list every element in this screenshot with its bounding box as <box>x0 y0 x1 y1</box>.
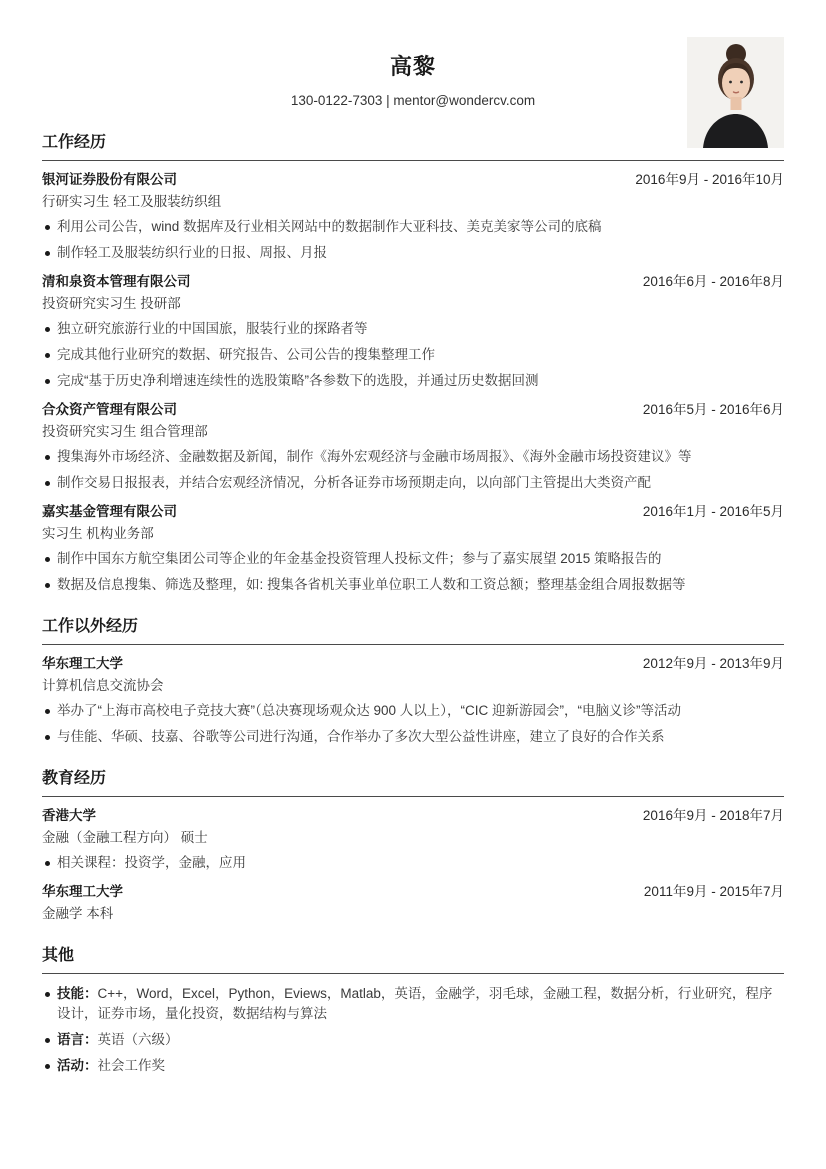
bullet-item: 利用公司公告，wind 数据库及行业相关网站中的数据制作大亚科技、美克美家等公司的底稿 <box>57 217 784 237</box>
item-text: 英语（六级） <box>97 1032 179 1047</box>
school-name: 香港大学 <box>42 808 96 823</box>
bullet-item: 搜集海外市场经济、金融数据及新闻，制作《海外宏观经济与金融市场周报》、《海外金融市场投资建议》等 <box>57 447 784 467</box>
bullet-list <box>42 217 784 263</box>
item-label: 技能： <box>57 986 98 1001</box>
role-line: 计算机信息交流协会 <box>42 678 164 693</box>
entry-header <box>42 170 784 190</box>
degree-line: 金融学 本科 <box>42 906 114 921</box>
extra-entry <box>42 654 784 747</box>
bullet-item: 完成“基于历史净利增速连续性的选股策略”各参数下的选股，并通过历史数据回测 <box>57 371 784 391</box>
entry-header <box>42 806 784 826</box>
bullet-list <box>42 984 784 1076</box>
section-education <box>42 769 784 924</box>
work-entry <box>42 502 784 595</box>
bullet-item: 独立研究旅游行业的中国国旅，服装行业的探路者等 <box>57 319 784 339</box>
company-name: 银河证券股份有限公司 <box>42 172 177 187</box>
resume-header <box>42 0 784 111</box>
item-label: 语言： <box>57 1032 98 1047</box>
date-range: 2011年9月 - 2015年7月 <box>643 884 784 899</box>
bullet-item: 举办了“上海市高校电子竞技大赛”（总决赛现场观众达 900 人以上），“CIC 迎新游园会”，“电脑义诊”等活动 <box>57 701 784 721</box>
entry-header <box>42 502 784 522</box>
date-range: 2016年1月 - 2016年5月 <box>642 504 784 519</box>
section-title: 工作经历 <box>42 133 784 161</box>
work-entry <box>42 272 784 391</box>
entry-header <box>42 654 784 674</box>
profile-photo <box>687 37 784 148</box>
candidate-name: 高黎 <box>389 54 436 79</box>
education-entry <box>42 882 784 924</box>
bullet-item: 制作交易日报报表，并结合宏观经济情况，分析各证券市场预期走向，以向部门主管提出大类资产配 <box>57 473 784 493</box>
work-entry <box>42 170 784 263</box>
item-text: C++，Word，Excel，Python，Eviews，Matlab，英语，金融学，羽毛球，金融工程，数据分析，行业研究，程序设计，证券市场，量化投资，数据结构与算法 <box>57 986 773 1021</box>
education-entry <box>42 806 784 873</box>
bullet-list <box>42 447 784 493</box>
role-line: 实习生 机构业务部 <box>42 526 154 541</box>
date-range: 2016年9月 - 2016年10月 <box>635 172 784 187</box>
activity-item <box>57 1056 784 1076</box>
role-line: 行研实习生 轻工及服装纺织组 <box>42 194 222 209</box>
item-label: 活动： <box>57 1058 98 1073</box>
role-line: 投资研究实习生 投研部 <box>42 296 181 311</box>
language-item <box>57 1030 784 1050</box>
entry-header <box>42 272 784 292</box>
bullet-list <box>42 549 784 595</box>
bullet-list <box>42 319 784 391</box>
work-entry <box>42 400 784 493</box>
bullet-list <box>42 701 784 747</box>
bullet-item: 相关课程：投资学，金融，应用 <box>57 853 784 873</box>
entry-header <box>42 882 784 902</box>
section-other <box>42 946 784 1076</box>
bullet-item: 数据及信息搜集、筛选及整理，如: 搜集各省机关事业单位职工人数和工资总额；整理基金组合周报数据等 <box>57 575 784 595</box>
bullet-item: 制作轻工及服装纺织行业的日报、周报、月报 <box>57 243 784 263</box>
bullet-item: 与佳能、华硕、技嘉、谷歌等公司进行沟通，合作举办了多次大型公益性讲座，建立了良好的合作关系 <box>57 727 784 747</box>
company-name: 清和泉资本管理有限公司 <box>42 274 191 289</box>
section-title: 其他 <box>42 946 784 974</box>
bullet-list <box>42 853 784 873</box>
item-text: 社会工作奖 <box>97 1058 165 1073</box>
date-range: 2012年9月 - 2013年9月 <box>642 656 784 671</box>
section-title: 工作以外经历 <box>42 617 784 645</box>
profile-photo-image <box>687 37 784 148</box>
date-range: 2016年6月 - 2016年8月 <box>642 274 784 289</box>
date-range: 2016年5月 - 2016年6月 <box>642 402 784 417</box>
section-extra <box>42 617 784 747</box>
bullet-item: 完成其他行业研究的数据、研究报告、公司公告的搜集整理工作 <box>57 345 784 365</box>
section-title: 教育经历 <box>42 769 784 797</box>
organization-name: 华东理工大学 <box>42 656 123 671</box>
contact-line: 130-0122-7303 | mentor@wondercv.com <box>290 93 536 108</box>
date-range: 2016年9月 - 2018年7月 <box>642 808 784 823</box>
school-name: 华东理工大学 <box>42 884 123 899</box>
role-line: 投资研究实习生 组合管理部 <box>42 424 208 439</box>
company-name: 合众资产管理有限公司 <box>42 402 177 417</box>
section-work <box>42 133 784 595</box>
degree-line: 金融（金融工程方向） 硕士 <box>42 830 208 845</box>
skill-item <box>57 984 784 1024</box>
entry-header <box>42 400 784 420</box>
company-name: 嘉实基金管理有限公司 <box>42 504 177 519</box>
bullet-item: 制作中国东方航空集团公司等企业的年金基金投资管理人投标文件；参与了嘉实展望 2015 策略报告的 <box>57 549 784 569</box>
